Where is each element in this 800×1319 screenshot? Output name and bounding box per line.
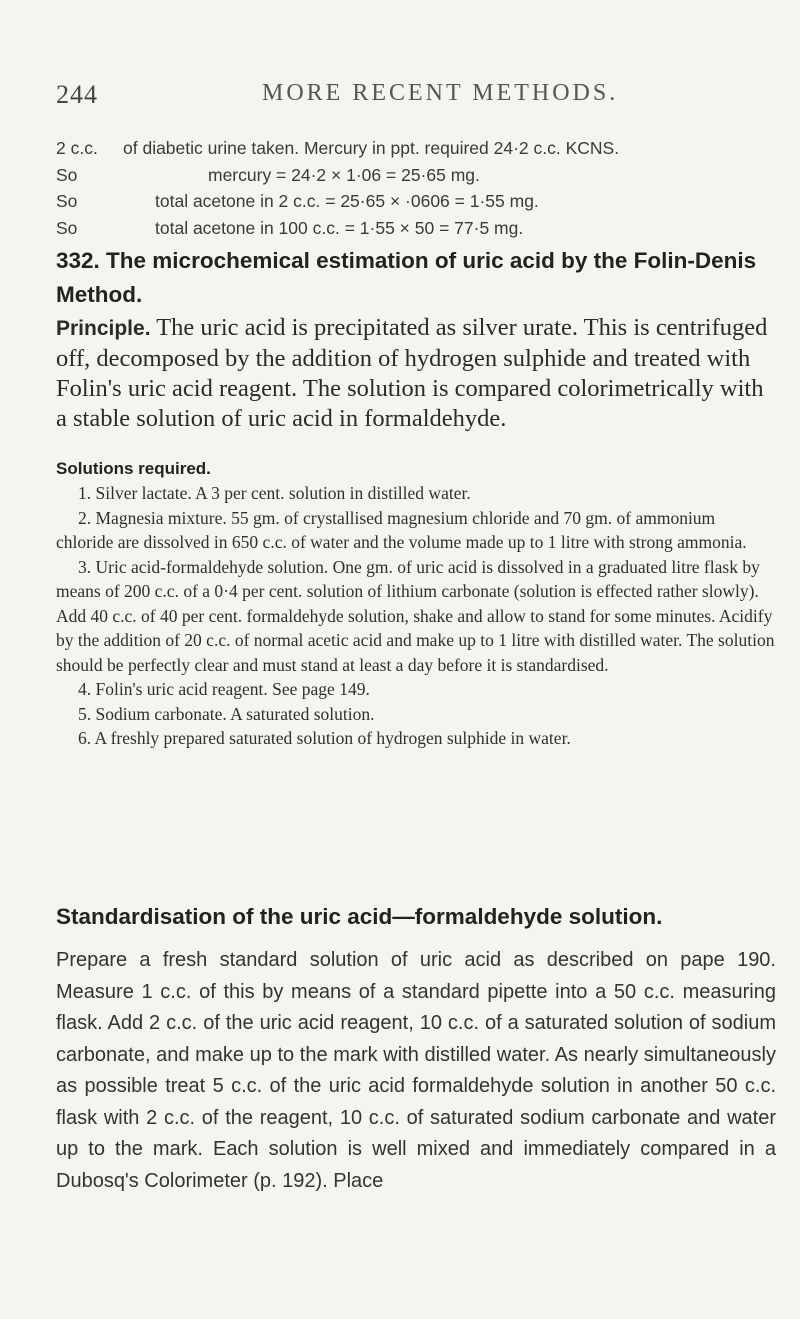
solutions-heading: Solutions required. (56, 459, 211, 478)
solution-item: 3. Uric acid-formaldehyde solution. One gm. of uric acid is dissolved in a graduated litre flask by means of 200 c.c. of a 0·4 per cent. solution of lithium carbonate (solution is effected rather slowly). Add 40 c.c. of 40 per cent. formaldehyde solution, shake and allow to stand for some minutes. Acidify by the addition of 20 c.c. of normal acetic acid and make up to 1 litre with distilled water. The solution should be perfectly clear and must stand at least a day before it is standardised. (56, 556, 775, 675)
principle-text: The uric acid is precipitated as silver urate. This is centrifuged off, decomposed by the addition of hydrogen sulphide and treated with Folin's uric acid reagent. The solution is compared colorimetrically with a stable solution of uric acid in formaldehyde. (56, 314, 768, 432)
principle-paragraph (56, 313, 776, 434)
principle-label: Principle. (56, 317, 151, 340)
calc-row-text: mercury = 24·2 × 1·06 = 25·65 mg. (208, 164, 480, 185)
calc-row (56, 165, 776, 192)
calc-row-lead: So (56, 217, 78, 238)
calc-row (56, 191, 776, 218)
running-head: MORE RECENT METHODS. (262, 80, 619, 106)
page-number: 244 (56, 80, 98, 109)
calc-row-text: total acetone in 2 c.c. = 25·65 × ·0606 = 1·55 mg. (155, 191, 539, 211)
standardisation-title: Standardisation of the uric acid—formaldehyde solution. (56, 904, 663, 929)
calc-row (56, 138, 776, 165)
calc-row-text: total acetone in 100 c.c. = 1·55 × 50 = 77·5 mg. (155, 217, 524, 238)
page-header (56, 80, 760, 116)
calc-row (56, 218, 776, 245)
solution-item: 4. Folin's uric acid reagent. See page 149. (78, 679, 370, 699)
calc-row-lead: 2 c.c. (56, 138, 98, 158)
solution-item: 6. A freshly prepared saturated solution of hydrogen sulphide in water. (78, 728, 571, 748)
solution-item: 5. Sodium carbonate. A saturated solution. (78, 703, 375, 724)
calc-row-lead: So (56, 191, 78, 211)
calc-row-lead: So (56, 164, 78, 185)
solutions-list (56, 481, 776, 751)
calc-row-text: of diabetic urine taken. Mercury in ppt. required 24·2 c.c. KCNS. (123, 138, 620, 158)
calculation-block (56, 138, 776, 244)
standardisation-paragraph: Prepare a fresh standard solution of uric acid as described on pape 190. Measure 1 c.c. of this by means of a standard pipette into a 50 c.c. measuring flask. Add 2 c.c. of the uric acid reagent, 10 c.c. of a saturated solution of sodium carbonate, and make up to the mark with distilled water. As nearly simultaneously as possible treat 5 c.c. of the uric acid formaldehyde solution in another 50 c.c. flask with 2 c.c. of the reagent, 10 c.c. of saturated sodium carbonate and water up to the mark. Each solution is well mixed and immediately compared in a Dubosq's Colorimeter (p. 192). Place (56, 949, 776, 1192)
section-title: 332. The microchemical estimation of uric acid by the Folin-Denis Method. (56, 248, 757, 307)
solution-item: 2. Magnesia mixture. 55 gm. of crystallised magnesium chloride and 70 gm. of ammonium chloride are dissolved in 650 c.c. of water and the volume made up to 1 litre with strong ammonia. (56, 507, 747, 552)
solution-item: 1. Silver lactate. A 3 per cent. solution in distilled water. (78, 483, 471, 503)
